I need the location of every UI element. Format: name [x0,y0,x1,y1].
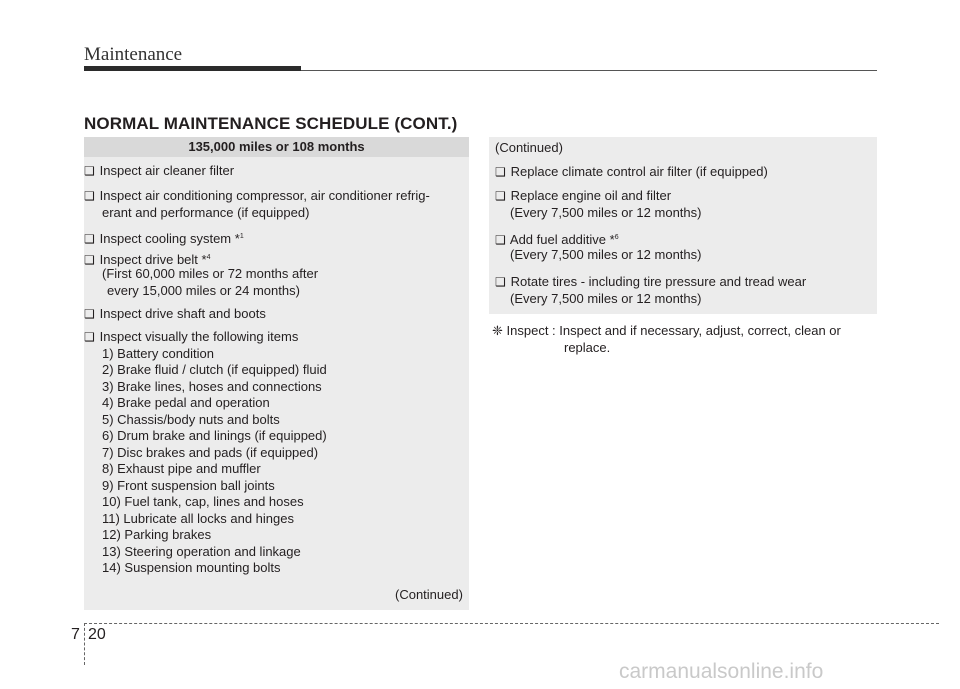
checkbox-icon: ❑ [495,275,506,289]
checkbox-icon: ❑ [84,307,95,321]
checklist-item: ❑ Replace engine oil and filter [495,188,672,203]
sub-item: 7) Disc brakes and pads (if equipped) [102,445,319,460]
checkbox-icon: ❑ [495,233,506,247]
checklist-item: ❑ Inspect drive shaft and boots [84,306,266,321]
continued-label: (Continued) [395,587,463,602]
checkbox-icon: ❑ [495,189,506,203]
section-title: NORMAL MAINTENANCE SCHEDULE (CONT.) [84,114,458,133]
checklist-item-continued: every 15,000 miles or 24 months) [107,283,300,298]
checklist-item: ❑ Inspect cooling system *$^1$ [84,231,244,246]
sub-item: 2) Brake fluid / clutch (if equipped) fluid [102,362,327,377]
mileage-heading: 135,000 miles or 108 months [84,137,469,157]
header-bar [84,66,301,71]
checkbox-icon: ❑ [495,165,506,179]
checklist-item: ❑ Inspect drive belt *$^4$ [84,252,211,267]
sub-item: 1) Battery condition [102,346,215,361]
checklist-item: ❑ Rotate tires - including tire pressure and tread wear [495,274,807,289]
checklist-item-continued: (Every 7,500 miles or 12 months) [510,291,702,306]
checklist-item-continued: (Every 7,500 miles or 12 months) [510,247,702,262]
sub-item: 5) Chassis/body nuts and bolts [102,412,280,427]
watermark: carmanualsonline.info [619,660,824,683]
footer-rule [84,623,939,624]
checkbox-icon: ❑ [84,189,95,203]
sub-item: 3) Brake lines, hoses and connections [102,379,322,394]
continued-label: (Continued) [495,140,563,155]
checklist-item-continued: (First 60,000 miles or 72 months after [102,266,319,281]
checklist-item-continued: erant and performance (if equipped) [102,205,310,220]
checklist-item: ❑ Inspect air cleaner filter [84,163,235,178]
checkbox-icon: ❑ [84,232,95,246]
footnote-ref: 4 [206,254,211,261]
footnote-ref: 6 [614,234,619,241]
checkbox-icon: ❑ [84,253,95,267]
inspect-note-continued: replace. [564,340,611,355]
sub-item: 6) Drum brake and linings (if equipped) [102,428,327,443]
checkbox-icon: ❑ [84,330,95,344]
checklist-item: ❑ Inspect visually the following items [84,329,299,344]
sub-item: 12) Parking brakes [102,527,212,542]
checklist-item: ❑ Inspect air conditioning compressor, air conditioner refrig- [84,188,430,203]
sub-item: 10) Fuel tank, cap, lines and hoses [102,494,304,509]
footnote-ref: 1 [239,233,244,240]
checklist-item: ❑ Add fuel additive *$^6$ [495,232,619,247]
note-symbol-icon: ❈ [492,323,503,338]
footer-divider [84,623,85,665]
sub-item: 11) Lubricate all locks and hinges [102,511,294,526]
running-header: Maintenance [84,44,183,65]
chapter-number: 7 [71,626,80,643]
sub-item: 9) Front suspension ball joints [102,478,275,493]
sub-item: 4) Brake pedal and operation [102,395,270,410]
checkbox-icon: ❑ [84,164,95,178]
checklist-item-continued: (Every 7,500 miles or 12 months) [510,205,702,220]
sub-item: 13) Steering operation and linkage [102,544,301,559]
header-rule [301,70,877,71]
inspect-note: ❈ Inspect : Inspect and if necessary, adjust, correct, clean or [492,323,841,338]
page-number: 20 [88,626,106,643]
sub-item: 14) Suspension mounting bolts [102,560,281,575]
checklist-item: ❑ Replace climate control air filter (if equipped) [495,164,768,179]
sub-item: 8) Exhaust pipe and muffler [102,461,261,476]
